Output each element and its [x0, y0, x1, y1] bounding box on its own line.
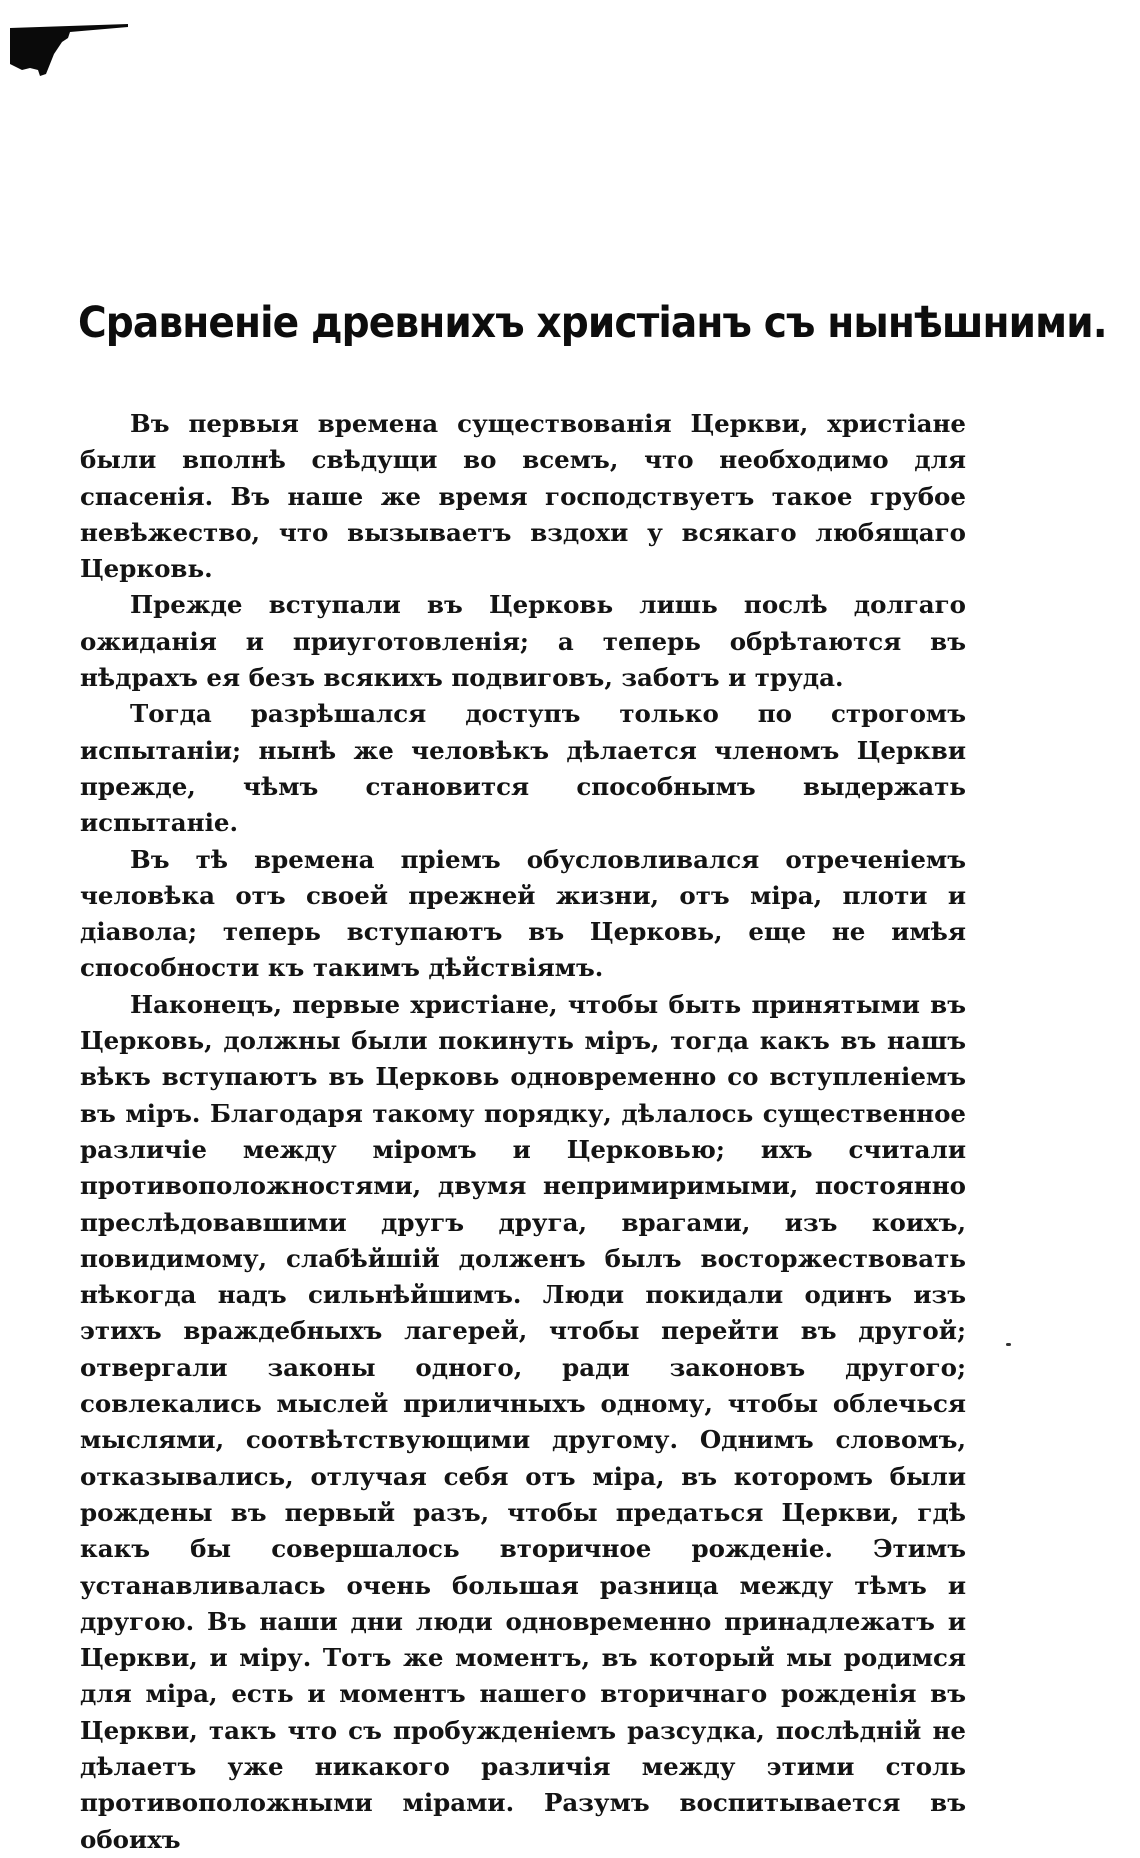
paragraph-1: Въ первыя времена существованія Церкви, христіане были вполнѣ свѣдущи во всемъ, что необходимо для спасенія. Въ наше же время господствуетъ такое грубое невѣжество, что вызываетъ вздохи у всякаго любящаго Церковь. — [80, 409, 966, 584]
stray-ink-mark — [1006, 1343, 1011, 1346]
page-title: Сравненіе древнихъ христіанъ съ нынѣшними. — [78, 298, 1107, 348]
article-body — [80, 406, 966, 1858]
paragraph-5: Наконецъ, первые христіане, чтобы быть принятыми въ Церковь, должны были покинуть міръ, тогда какъ въ нашъ вѣкъ вступаютъ въ Церковь одновременно со вступленіемъ въ міръ. Благодаря такому порядку, дѣлалось существенное различіе между міромъ и Церковью; ихъ считали противоположностями, двумя непримиримыми, постоянно преслѣдовавшими другъ друга, врагами, изъ коихъ, повидимому, слабѣйшій долженъ былъ восторжествовать нѣкогда надъ сильнѣйшимъ. Люди покидали одинъ изъ этихъ враждебныхъ лагерей, чтобы перейти въ другой; отвергали законы одного, ради законовъ другого; совлекались мыслей приличныхъ одному, чтобы облечься мыслями, соотвѣтствующими другому. Однимъ словомъ, отказывались, отлучая себя отъ міра, въ которомъ были рождены въ первый разъ, чтобы предаться Церкви, гдѣ какъ бы совершалось вторичное рожденіе. Этимъ устанавливалась очень большая разница между тѣмъ и другою. Въ наши дни люди одновременно принадлежатъ и Церкви, и міру. Тотъ же моментъ, въ который мы родимся для міра, есть и моментъ нашего вторичнаго рожденія въ Церкви, такъ что съ пробужденіемъ разсудка, послѣдній не дѣлаетъ уже никакого различія между этими столь противоположными мірами. Разумъ воспитывается въ обоихъ — [80, 989, 966, 1854]
paragraph-3: Тогда разрѣшался доступъ только по строгомъ испытаніи; нынѣ же человѣкъ дѣлается членомъ Церкви прежде, чѣмъ становится способнымъ выдержать испытаніе. — [80, 699, 966, 838]
paragraph-2: Прежде вступали въ Церковь лишь послѣ долгаго ожиданія и приуготовленія; а теперь обрѣтаются въ нѣдрахъ ея безъ всякихъ подвиговъ, заботъ и труда. — [80, 590, 966, 693]
paragraph-4: Въ тѣ времена пріемъ обусловливался отреченіемъ человѣка отъ своей прежней жизни, отъ міра, плоти и діавола; теперь вступаютъ въ Церковь, еще не имѣя способности къ такимъ дѣйствіямъ. — [80, 844, 966, 983]
scan-edge-mark — [10, 24, 130, 84]
